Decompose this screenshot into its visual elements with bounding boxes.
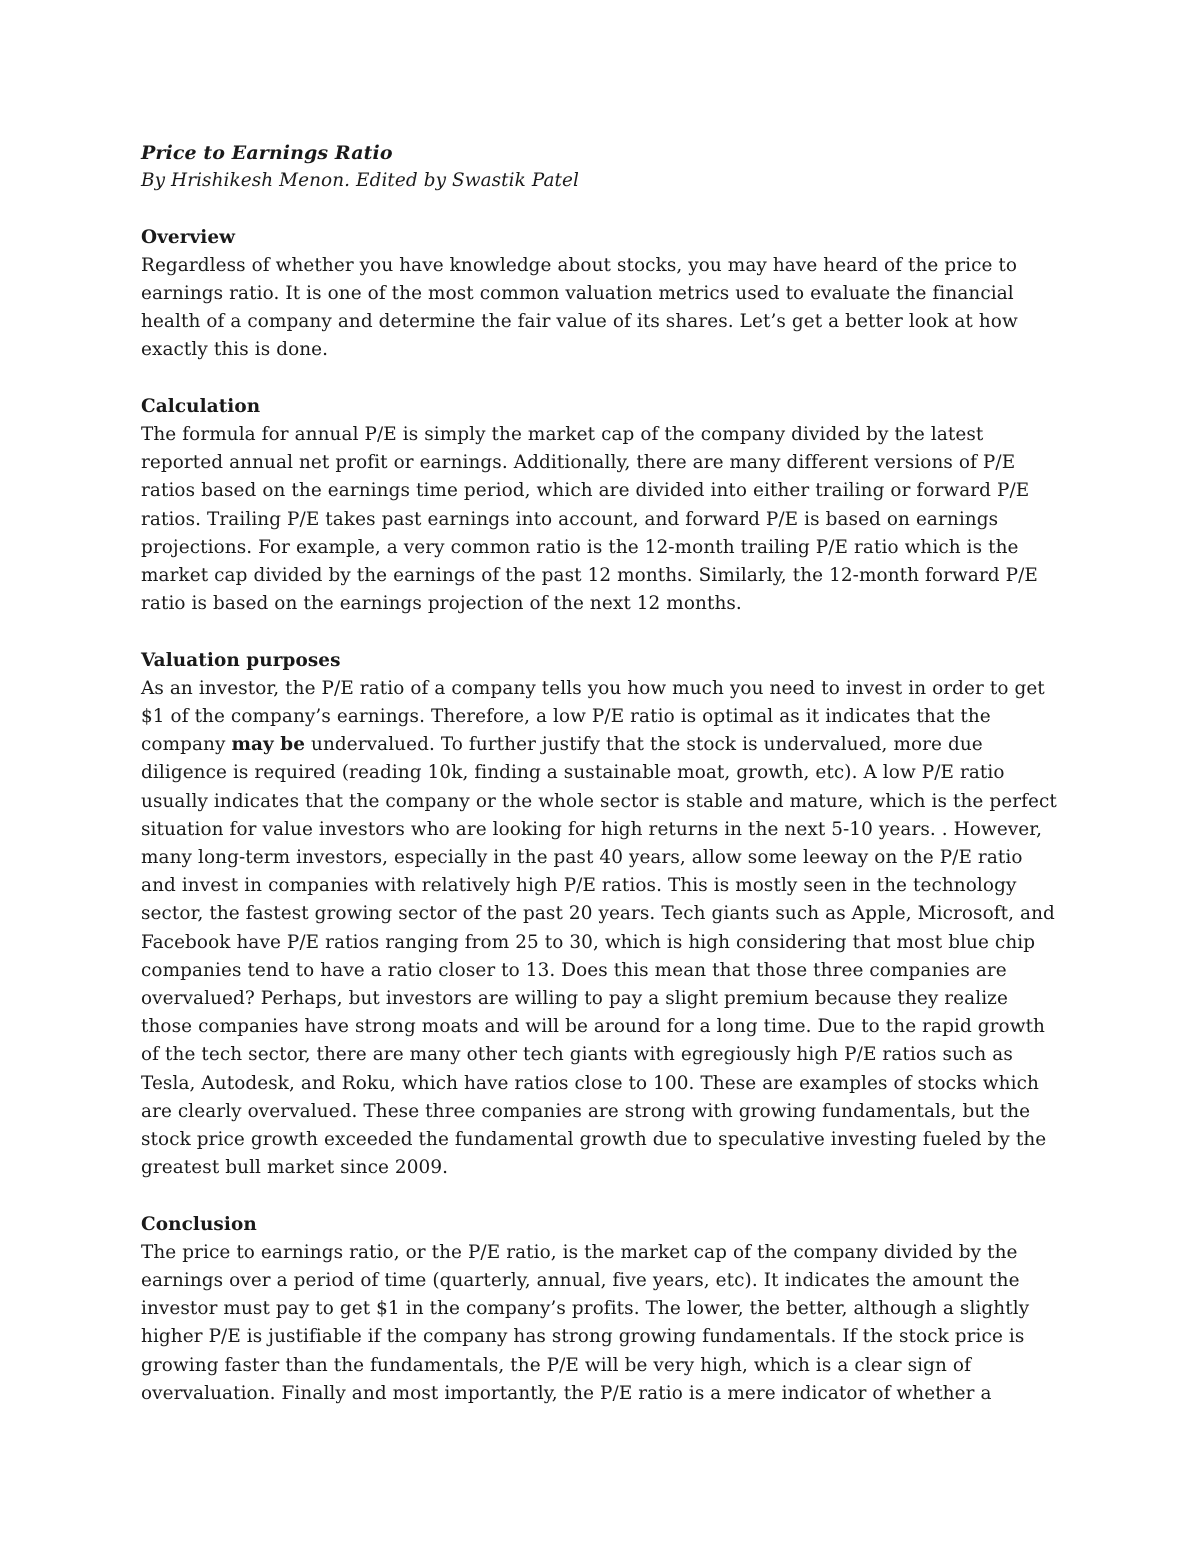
section-paragraph [141,1239,1061,1408]
text-line: overvalued? Perhaps, but investors are willing to pay a slight premium because they realize [141,988,1008,1010]
text-line: ratios. Trailing P/E takes past earnings into account, and forward P/E is based on earnings [141,508,999,530]
text-line: those companies have strong moats and will be around for a long time. Due to the rapid growth [141,1016,1046,1038]
text-line: earnings ratio. It is one of the most common valuation metrics used to evaluate the financial [141,283,1014,304]
document-byline: By Hrishikesh Menon. Edited by Swastik Patel [141,170,579,192]
text-line: situation for value investors who are looking for high returns in the next 5-10 years. . However, [141,818,1043,840]
text-line: The formula for annual P/E is simply the market cap of the company divided by the latest [141,424,984,445]
section-heading: Conclusion [141,1213,257,1235]
section-conclusion [141,1211,1061,1408]
text-line: usually indicates that the company or the whole sector is stable and mature, which is the perfect [141,790,1057,812]
text-line: many long-term investors, especially in the past 40 years, allow some leeway on the P/E ratio [141,847,1023,869]
text-line: and invest in companies with relatively high P/E ratios. This is mostly seen in the technology [141,875,1017,897]
text-line: The price to earnings ratio, or the P/E ratio, is the market cap of the company divided by the [141,1241,1018,1263]
text-line: investor must pay to get $1 in the company’s profits. The lower, the better, although a slightly [141,1298,1030,1320]
text-line: Regardless of whether you have knowledge about stocks, you may have heard of the price to [141,254,1018,276]
text-line: ratio is based on the earnings projection of the next 12 months. [141,593,742,615]
text-line: diligence is required (reading 10k, finding a sustainable moat, growth, etc). A low P/E ratio [141,762,1005,784]
section-calculation [141,393,1061,619]
text-line: sector, the fastest growing sector of the past 20 years. Tech giants such as Apple, Microsoft, and [141,903,1055,925]
text-line: higher P/E is justifiable if the company has strong growing fundamentals. If the stock price is [141,1326,1025,1348]
text-line: earnings over a period of time (quarterly, annual, five years, etc). It indicates the amount the [141,1270,1020,1292]
text-line: Tesla, Autodesk, and Roku, which have ratios close to 100. These are examples of stocks which [141,1072,1039,1094]
section-paragraph [141,675,1061,1183]
section-valuation-purposes [141,647,1061,1183]
document-page [141,139,1061,1408]
text-line-with-emphasis [141,731,1061,759]
section-heading: Overview [141,226,236,248]
section-paragraph [141,421,1061,618]
text-line: greatest bull market since 2009. [141,1157,449,1179]
section-overview [141,224,1061,365]
text-line: companies tend to have a ratio closer to 13. Does this mean that those three companies are [141,959,1007,981]
text-line: Facebook have P/E ratios ranging from 25 to 30, which is high considering that most blue chip [141,931,1036,953]
text-fragment: undervalued. To further justify that the stock is undervalued, more due [305,734,983,756]
text-line: projections. For example, a very common ratio is the 12-month trailing P/E ratio which is the [141,536,1019,558]
text-line: reported annual net profit or earnings. Additionally, there are many different versions of P/E [141,452,1016,474]
emphasis-may-be: may be [231,734,306,756]
text-line: health of a company and determine the fair value of its shares. Let’s get a better look at how [141,311,1018,333]
text-line: growing faster than the fundamentals, the P/E will be very high, which is a clear sign of [141,1354,971,1376]
section-heading: Calculation [141,395,261,417]
text-line: $1 of the company’s earnings. Therefore, a low P/E ratio is optimal as it indicates that the [141,706,991,728]
text-line: exactly this is done. [141,339,329,361]
text-line: market cap divided by the earnings of the past 12 months. Similarly, the 12-month forward P/E [141,565,1038,587]
section-heading: Valuation purposes [141,649,341,671]
text-line: As an investor, the P/E ratio of a company tells you how much you need to invest in order to get [141,677,1045,699]
text-line: of the tech sector, there are many other tech giants with egregiously high P/E ratios such as [141,1044,1013,1066]
text-line: are clearly overvalued. These three companies are strong with growing fundamentals, but the [141,1100,1031,1122]
text-fragment: company [141,734,232,756]
section-paragraph [141,252,1061,365]
text-line: ratios based on the earnings time period, which are divided into either trailing or forward P/E [141,480,1030,502]
document-title: Price to Earnings Ratio [141,142,393,164]
text-line: stock price growth exceeded the fundamental growth due to speculative investing fueled by the [141,1129,1047,1151]
text-line: overvaluation. Finally and most importantly, the P/E ratio is a mere indicator of whether a [141,1382,992,1404]
